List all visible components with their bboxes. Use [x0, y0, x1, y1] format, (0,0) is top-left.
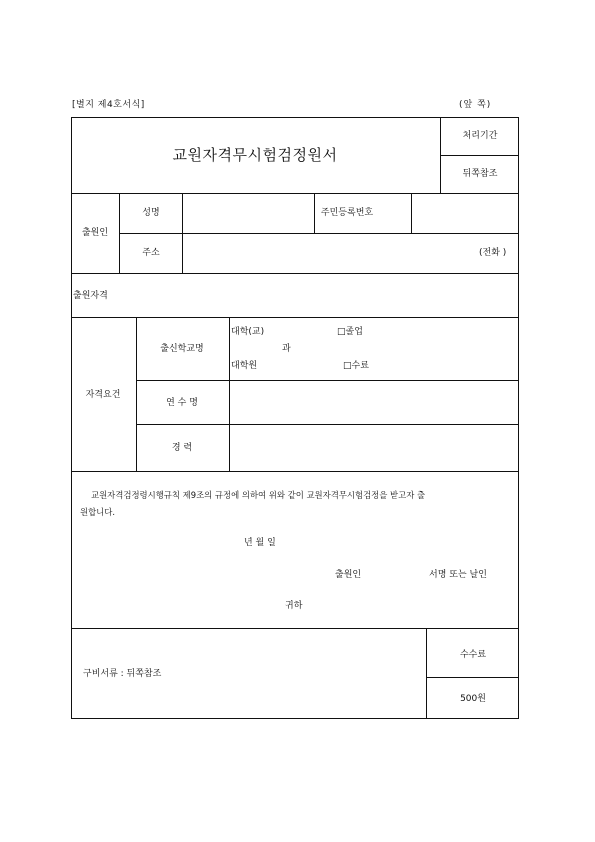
id-number-label: 주민등록번호 [320, 208, 374, 218]
phone-label: (전화 ) [479, 248, 507, 258]
form-id: [별지 제4호서식] [72, 100, 145, 110]
school-label: 출신학교명 [160, 344, 204, 354]
graduation-checkbox[interactable]: □졸업 [337, 327, 363, 337]
statement-line1: 교원자격검정령시행규칙 제9조의 규정에 의하여 위와 같이 교원자격무시험검정을 받고자 출 [91, 490, 426, 500]
form-title: 교원자격무시험검정원서 [172, 146, 338, 164]
name-field[interactable] [184, 195, 312, 231]
applicant-sign-label: 출원인 [335, 570, 362, 580]
qualification-label: 출원자격 [73, 291, 108, 301]
processing-period-value: 뒤쪽참조 [462, 169, 498, 179]
signature-label: 서명 또는 날인 [429, 570, 487, 580]
processing-period-label: 처리기간 [462, 131, 498, 141]
name-label: 성명 [142, 208, 160, 218]
career-field[interactable] [231, 426, 517, 469]
fee-label: 수수료 [459, 650, 487, 660]
requirements-group-label: 자격요건 [85, 390, 121, 400]
required-documents: 구비서류 : 뒤쪽참조 [83, 669, 162, 679]
addressee: 귀하 [285, 601, 303, 611]
address-field[interactable] [184, 235, 464, 271]
university-text: 대학(교) [231, 327, 265, 337]
statement-line2: 원합니다. [80, 507, 116, 517]
training-field[interactable] [231, 382, 517, 422]
address-label: 주소 [142, 248, 160, 258]
id-number-field[interactable] [413, 195, 517, 231]
fee-value: 500원 [460, 694, 486, 704]
training-label: 연 수 명 [166, 398, 198, 408]
graduate-school-text: 대학원 [231, 361, 258, 371]
career-label: 경 력 [171, 443, 193, 453]
date-line: 년 월 일 [244, 538, 276, 548]
completion-checkbox[interactable]: □수료 [343, 361, 369, 371]
applicant-group-label: 출원인 [81, 228, 109, 238]
qualification-field[interactable] [130, 275, 516, 315]
page-side: (앞 쪽) [459, 100, 492, 110]
and-text: 과 [282, 344, 291, 354]
